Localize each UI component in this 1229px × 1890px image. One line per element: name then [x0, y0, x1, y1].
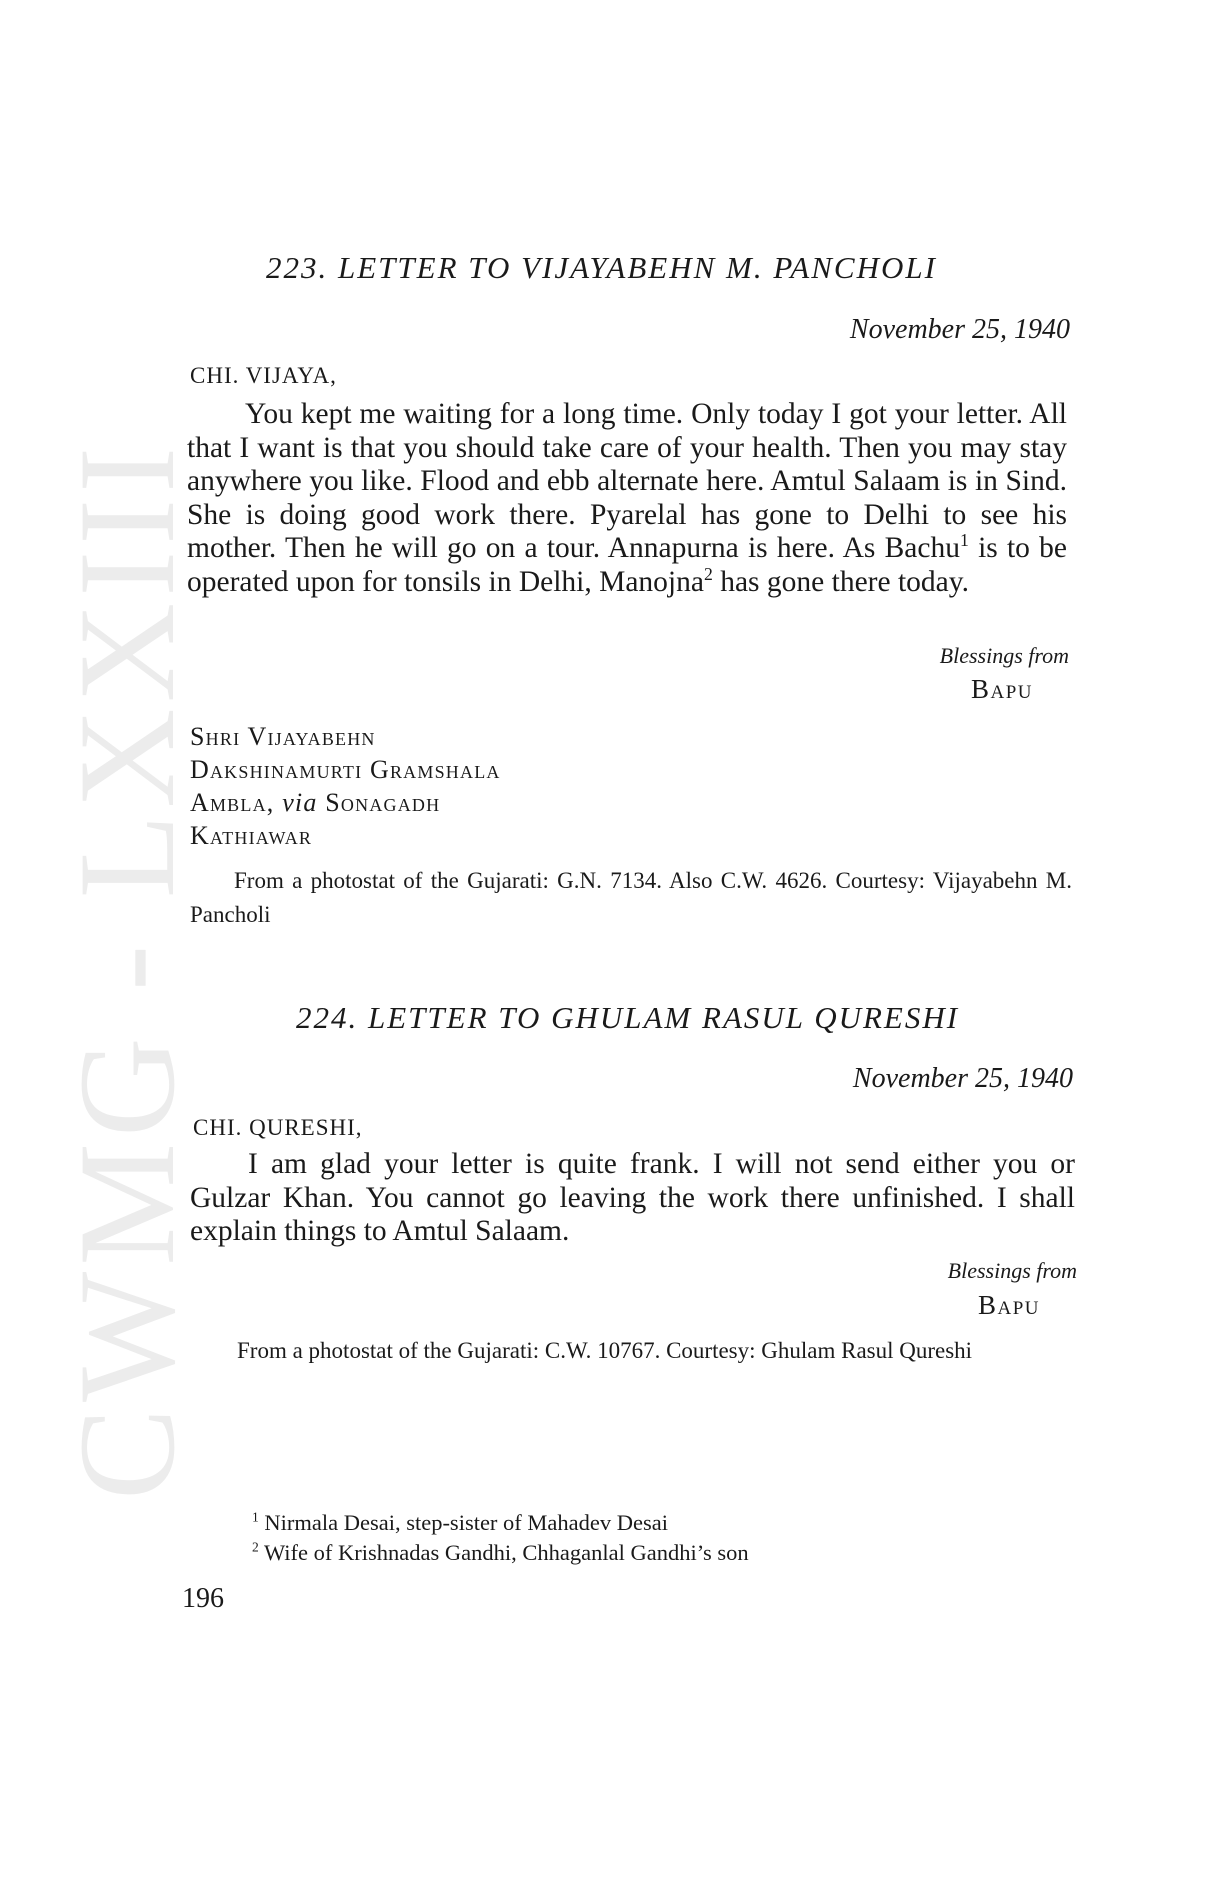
- footnote-ref-1: 1: [960, 530, 969, 551]
- footnote-mark-2: 2: [252, 1539, 259, 1555]
- footnote-text-1: Nirmala Desai, step-sister of Mahadev Desai: [264, 1510, 668, 1535]
- letter-223-blessing: Blessings from: [939, 643, 1069, 668]
- letter-224-source: From a photostat of the Gujarati: C.W. 10767. Courtesy: Ghulam Rasul Qureshi: [237, 1338, 973, 1363]
- address-line-4: Kathiawar: [190, 821, 313, 850]
- address-via: via: [282, 788, 318, 817]
- letter-223-title: 223. LETTER TO VIJAYABEHN M. PANCHOLI: [266, 250, 937, 285]
- letter-224-salutation: CHI. QURESHI,: [193, 1115, 363, 1140]
- footnote-1: [252, 1508, 668, 1538]
- letter-223-salutation: CHI. VIJAYA,: [190, 363, 337, 388]
- footnote-mark-1: 1: [252, 1509, 259, 1525]
- footnote-text-2: Wife of Krishnadas Gandhi, Chhaganlal Gandhi’s son: [263, 1540, 749, 1565]
- letter-224-blessing: Blessings from: [947, 1258, 1077, 1283]
- letter-223-body: [187, 398, 1067, 600]
- letter-224-title: 224. LETTER TO GHULAM RASUL QURESHI: [296, 1000, 960, 1035]
- address-line-2: Dakshinamurti Gramshala: [190, 755, 501, 784]
- footnote-ref-2: 2: [703, 564, 713, 585]
- address-line-3: Ambla, via Sonagadh: [190, 788, 441, 817]
- letter-223-signoff: Bapu: [970, 674, 1033, 704]
- body-text-part1: You kept me waiting for a long time. Only today I got your letter. All that I want is that you should take care of your health. Then you may stay anywhere you like. Flood and ebb alternate here. Amtul Salaam is in Sind. She is doing good work there. Pyarelal has gone to Delhi to see his mother. Then he will go on a tour. Annapurna is here. As Bachu: [187, 398, 1067, 565]
- letter-223-source: From a photostat of the Gujarati: G.N. 7134. Also C.W. 4626. Courtesy: Vijayabehn M. Pancholi: [190, 868, 1072, 927]
- letter-223-address: [190, 720, 501, 852]
- body-text-part3: has gone there today.: [712, 565, 969, 598]
- letter-224-date: November 25, 1940: [852, 1063, 1073, 1094]
- body-text-part2: is to be operated upon for tonsils in Delhi, Manojna: [187, 532, 1067, 598]
- watermark: [55, 380, 205, 1500]
- watermark-text: CWMG - LXXIII: [55, 440, 203, 1500]
- address-line-1: Shri Vijayabehn: [190, 722, 376, 751]
- letter-223-date: November 25, 1940: [849, 314, 1070, 345]
- letter-224-body: I am glad your letter is quite frank. I will not send either you or Gulzar Khan. You cannot go leaving the work there unfinished. I shall explain things to Amtul Salaam.: [190, 1148, 1075, 1248]
- footnote-2: [252, 1538, 749, 1568]
- letter-224-signoff: Bapu: [977, 1290, 1040, 1320]
- page-number: 196: [182, 1583, 224, 1614]
